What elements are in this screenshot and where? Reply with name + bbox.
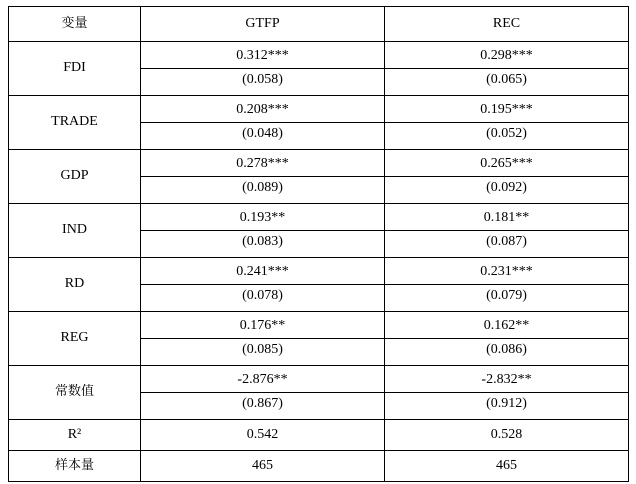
cell-reg-gtfp-coef: 0.176** — [141, 312, 385, 339]
header-label-gtfp: GTFP — [245, 15, 280, 31]
table-row — [9, 366, 629, 393]
cell-rd-gtfp-coef: 0.241*** — [141, 258, 385, 285]
cell-gdp-gtfp-coef: 0.278*** — [141, 150, 385, 177]
header-cell-rec — [385, 7, 629, 42]
cell-trade-rec-se: (0.052) — [385, 123, 629, 150]
row-label-sample-size — [9, 451, 141, 482]
cell-rd-rec-se: (0.079) — [385, 285, 629, 312]
table-row — [9, 96, 629, 123]
cell-sample-size-gtfp: 465 — [141, 451, 385, 482]
row-label-constant — [9, 366, 141, 420]
cell-rd-rec-coef: 0.231*** — [385, 258, 629, 285]
row-label-reg: REG — [9, 312, 141, 366]
table-header-row — [9, 7, 629, 42]
cell-reg-gtfp-se: (0.085) — [141, 339, 385, 366]
table-row — [9, 312, 629, 339]
cell-sample-size-rec: 465 — [385, 451, 629, 482]
cell-reg-rec-coef: 0.162** — [385, 312, 629, 339]
table-row — [9, 420, 629, 451]
table-row — [9, 42, 629, 69]
cell-trade-rec-coef: 0.195*** — [385, 96, 629, 123]
cell-constant-rec-coef: -2.832** — [385, 366, 629, 393]
header-label-rec: REC — [492, 15, 521, 31]
row-label-rd: RD — [9, 258, 141, 312]
cell-r-squared-gtfp: 0.542 — [141, 420, 385, 451]
cell-ind-gtfp-se: (0.083) — [141, 231, 385, 258]
cell-fdi-gtfp-coef: 0.312*** — [141, 42, 385, 69]
cell-fdi-rec-se: (0.065) — [385, 69, 629, 96]
regression-results-table — [8, 6, 629, 482]
cell-constant-gtfp-se: (0.867) — [141, 393, 385, 420]
cell-trade-gtfp-se: (0.048) — [141, 123, 385, 150]
cell-ind-rec-coef: 0.181** — [385, 204, 629, 231]
row-label-trade: TRADE — [9, 96, 141, 150]
table-row — [9, 258, 629, 285]
cell-rd-gtfp-se: (0.078) — [141, 285, 385, 312]
cell-constant-rec-se: (0.912) — [385, 393, 629, 420]
cell-gdp-rec-se: (0.092) — [385, 177, 629, 204]
cell-ind-gtfp-coef: 0.193** — [141, 204, 385, 231]
row-label-gdp: GDP — [9, 150, 141, 204]
cell-trade-gtfp-coef: 0.208*** — [141, 96, 385, 123]
row-label-fdi: FDI — [9, 42, 141, 96]
table-row — [9, 204, 629, 231]
cell-gdp-rec-coef: 0.265*** — [385, 150, 629, 177]
cell-constant-gtfp-coef: -2.876** — [141, 366, 385, 393]
cell-gdp-gtfp-se: (0.089) — [141, 177, 385, 204]
cell-reg-rec-se: (0.086) — [385, 339, 629, 366]
header-label-variable: 变量 — [61, 15, 88, 31]
row-label-sample-size-text: 样本量 — [54, 457, 94, 473]
cell-fdi-rec-coef: 0.298*** — [385, 42, 629, 69]
table-row — [9, 451, 629, 482]
table-row — [9, 150, 629, 177]
row-label-constant-text: 常数值 — [54, 384, 94, 400]
cell-ind-rec-se: (0.087) — [385, 231, 629, 258]
row-label-ind: IND — [9, 204, 141, 258]
cell-fdi-gtfp-se: (0.058) — [141, 69, 385, 96]
cell-r-squared-rec: 0.528 — [385, 420, 629, 451]
header-cell-variable — [9, 7, 141, 42]
header-cell-gtfp — [141, 7, 385, 42]
row-label-r-squared: R² — [9, 420, 141, 451]
